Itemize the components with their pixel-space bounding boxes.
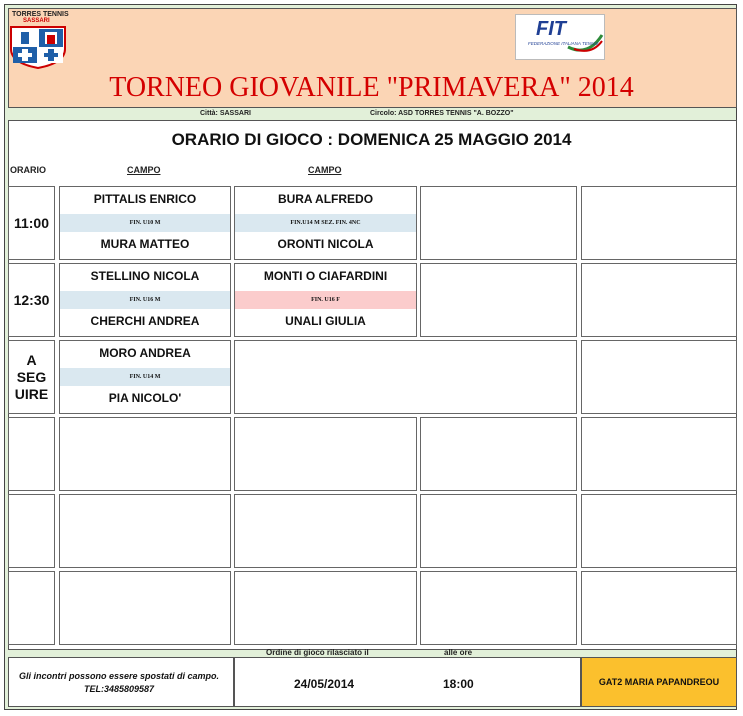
fit-logo-letters: FIT xyxy=(536,18,566,40)
empty-time-cell xyxy=(8,417,55,491)
match-cell xyxy=(234,186,417,260)
city-info: Città: SASSARI xyxy=(200,110,251,117)
empty-court-cell xyxy=(420,494,577,568)
empty-time-cell xyxy=(8,494,55,568)
match-cell xyxy=(59,340,231,414)
col-label-campo-1: CAMPO xyxy=(127,165,161,175)
release-box xyxy=(234,657,581,707)
club-city: SASSARI xyxy=(23,18,50,24)
release-label: Ordine di gioco rilasciato il xyxy=(266,648,369,657)
player-1: BURA ALFREDO xyxy=(277,192,374,206)
time-cell: 12:30 xyxy=(8,263,55,337)
empty-court-cell xyxy=(581,263,737,337)
club-shield-logo xyxy=(9,25,67,69)
match-cell xyxy=(234,263,417,337)
release-date: 24/05/2014 xyxy=(294,677,355,691)
fit-logo-graphic xyxy=(516,15,604,59)
category-label: FIN. U10 M xyxy=(60,214,230,232)
empty-court-cell xyxy=(59,494,231,568)
empty-court-cell xyxy=(581,494,737,568)
empty-court-cell xyxy=(420,263,577,337)
club-info: Circolo: ASD TORRES TENNIS "A. BOZZO" xyxy=(370,110,514,117)
category-label: FIN. U16 M xyxy=(60,291,230,309)
category-label: FIN. U16 F xyxy=(235,291,416,309)
release-time-label: alle ore xyxy=(444,648,473,657)
player-1: PITTALIS ENRICO xyxy=(93,192,197,206)
player-2: ORONTI NICOLA xyxy=(277,237,374,251)
player-2: CHERCHI ANDREA xyxy=(90,314,200,328)
empty-court-cell xyxy=(581,571,737,645)
empty-court-cell xyxy=(420,186,577,260)
tournament-title: TORNEO GIOVANILE "PRIMAVERA" 2014 xyxy=(109,72,634,103)
empty-court-cell xyxy=(420,417,577,491)
time-cell: A SEG UIRE xyxy=(8,340,55,414)
empty-court-cell xyxy=(420,571,577,645)
player-1: STELLINO NICOLA xyxy=(90,269,200,283)
player-1: MONTI O CIAFARDINI xyxy=(263,269,388,283)
note-line-1: Gli incontri possono essere spostati di campo. xyxy=(18,671,220,681)
category-label: FIN. U14 M xyxy=(60,368,230,386)
footer-note xyxy=(8,670,230,696)
empty-court-cell xyxy=(581,186,737,260)
empty-court-cell xyxy=(234,571,417,645)
col-label-orario: ORARIO xyxy=(10,165,46,175)
schedule-day-title: ORARIO DI GIOCO : DOMENICA 25 MAGGIO 2014 xyxy=(171,130,572,149)
empty-court-cell xyxy=(581,417,737,491)
player-2: PIA NICOLO' xyxy=(108,391,182,405)
match-cell xyxy=(59,263,231,337)
fit-logo xyxy=(515,14,605,60)
match-cell xyxy=(59,186,231,260)
empty-court-cell xyxy=(59,571,231,645)
time-cell: 11:00 xyxy=(8,186,55,260)
club-name: TORRES TENNIS xyxy=(12,11,69,18)
empty-court-cell xyxy=(234,417,417,491)
category-label: FIN.U14 M SEZ. FIN. 4NC xyxy=(235,214,416,232)
release-time: 18:00 xyxy=(443,677,474,691)
player-1: MORO ANDREA xyxy=(99,346,191,360)
empty-court-cell xyxy=(59,417,231,491)
empty-court-cell xyxy=(581,340,737,414)
referee-badge: GAT2 MARIA PAPANDREOU xyxy=(581,657,737,707)
col-label-campo-2: CAMPO xyxy=(308,165,342,175)
empty-court-cell xyxy=(234,340,577,414)
player-2: UNALI GIULIA xyxy=(285,314,366,328)
empty-time-cell xyxy=(8,571,55,645)
empty-court-cell xyxy=(234,494,417,568)
note-phone: TEL:3485809587 xyxy=(83,684,155,694)
fit-logo-subtitle: FEDERAZIONE ITALIANA TENNIS xyxy=(528,41,599,46)
player-2: MURA MATTEO xyxy=(100,237,190,251)
